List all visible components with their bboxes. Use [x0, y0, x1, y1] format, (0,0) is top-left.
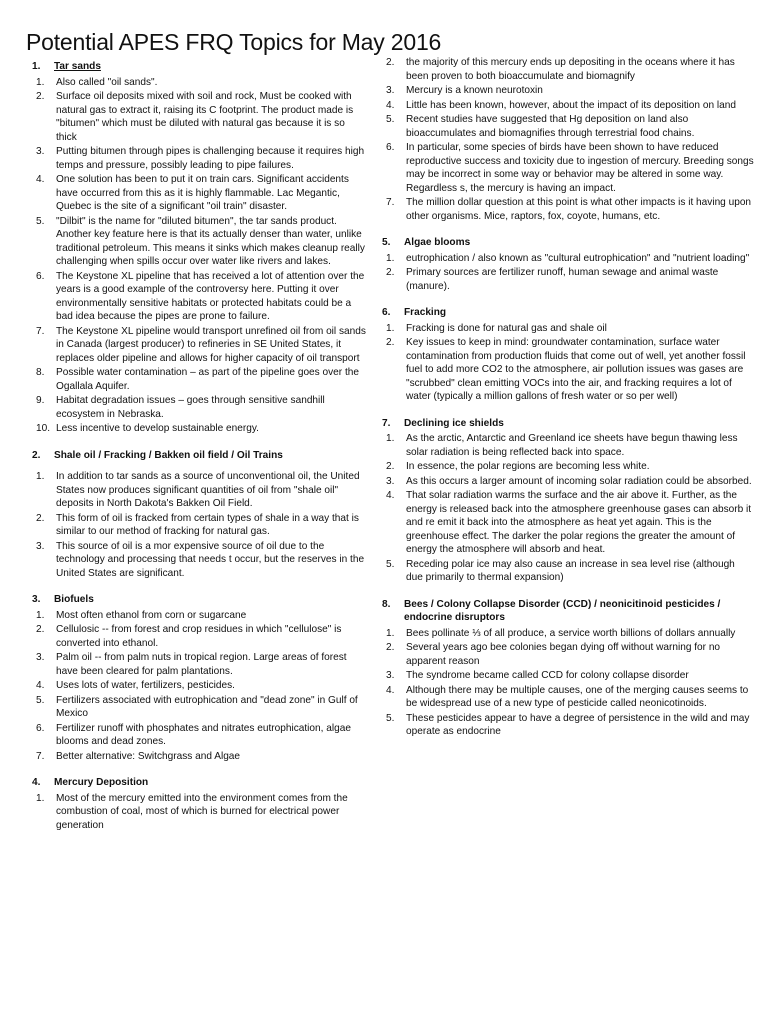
item-text: Bees pollinate ⅓ of all produce, a service worth billions of dollars annually	[406, 627, 736, 639]
list-item	[382, 684, 754, 711]
item-text: Several years ago bee colonies began dying off without warning for no apparent reason	[406, 642, 721, 667]
item-text: The Keystone XL pipeline would transport unrefined oil from oil sands in Canada (largest producer) to refineries in SE United States, it replaces older pipeline and allows for higher capacity of oil transport	[56, 325, 366, 364]
list-item	[382, 641, 754, 668]
item-text: These pesticides appear to have a degree of persistence in the wild and may operate as endocrine	[406, 712, 750, 737]
item-number: 2.	[386, 267, 395, 278]
item-number: 3.	[386, 475, 395, 487]
list-item	[382, 322, 754, 336]
item-number: 2.	[36, 624, 45, 635]
item-list	[382, 432, 754, 585]
list-item	[32, 394, 368, 421]
item-list	[382, 627, 754, 739]
section-number: 4.	[32, 777, 41, 788]
list-item	[32, 623, 368, 650]
list-item	[382, 56, 754, 83]
item-number: 1.	[386, 322, 395, 334]
item-number: 3.	[386, 670, 395, 681]
list-item	[382, 252, 754, 266]
list-item	[32, 540, 368, 581]
section-declining-ice-shields	[382, 417, 754, 585]
item-number: 5.	[386, 558, 395, 570]
item-text: In addition to tar sands as a source of unconventional oil, the United States now produces significant quantities of oil from "shale oil" deposits in North Dakota's Bakken Oil Field.	[56, 471, 360, 509]
item-text: One solution has been to put it on train cars. Significant accidents have occurred from this as it is highly flammable. Lac Megantic, Quebec is the site of a significant "oil train" disaster.	[56, 174, 349, 212]
list-item	[32, 750, 368, 764]
item-text: Little has been known, however, about the impact of its deposition on land	[406, 99, 736, 111]
section-heading	[32, 593, 368, 607]
section-heading	[32, 776, 368, 790]
item-number: 7.	[36, 325, 45, 337]
list-item	[32, 90, 368, 144]
item-list	[32, 792, 368, 833]
list-item	[382, 460, 754, 474]
item-text: In essence, the polar regions are becoming less white.	[406, 461, 650, 472]
item-number: 1.	[386, 627, 395, 639]
item-text: Surface oil deposits mixed with soil and rock, Must be cooked with natural gas to extract it, raising its C footprint. The product made is "bitumen" which must be diluted with natural gas because it is so thick	[56, 91, 354, 143]
section-number: 8.	[382, 598, 391, 610]
item-number: 10.	[36, 423, 51, 434]
item-text: The syndrome became called CCD for colony collapse disorder	[406, 670, 689, 681]
item-list	[32, 470, 368, 580]
section-number: 2.	[32, 449, 41, 461]
item-text: Most of the mercury emitted into the environment comes from the combustion of coal, most of which is burned for electrical power generation	[56, 792, 348, 831]
item-number: 1.	[36, 609, 45, 621]
item-number: 4.	[386, 684, 395, 696]
item-number: 7.	[36, 750, 45, 762]
item-text: Mercury is a known neurotoxin	[406, 85, 543, 96]
list-item	[382, 558, 754, 585]
list-item	[382, 712, 754, 739]
item-number: 9.	[36, 395, 45, 406]
item-text: Recent studies have suggested that Hg deposition on land also bioaccumulates and biomagnifies through terrestrial food chains.	[406, 114, 695, 139]
item-number: 1.	[36, 471, 45, 482]
item-text: Better alternative: Switchgrass and Algae	[56, 750, 241, 762]
item-number: 8.	[36, 367, 45, 378]
list-item	[32, 694, 368, 721]
section-heading	[382, 598, 754, 625]
section-title: Shale oil / Fracking / Bakken oil field / Oil Trains	[54, 449, 283, 461]
item-text: As the arctic, Antarctic and Greenland ice sheets have begun thawing less solar radiation is being reflected back into space.	[406, 433, 738, 458]
section-title: Declining ice shields	[404, 417, 504, 429]
section-shale-oil	[32, 449, 368, 581]
section-number: 1.	[32, 61, 41, 72]
section-bees-ccd	[382, 598, 754, 739]
item-number: 2.	[386, 337, 395, 348]
item-number: 2.	[36, 91, 45, 102]
item-number: 6.	[36, 270, 45, 282]
left-column	[32, 60, 368, 833]
list-item	[32, 173, 368, 214]
section-tar-sands	[32, 60, 368, 436]
item-text: Cellulosic -- from forest and crop residues in which "cellulose" is converted into ethanol.	[56, 624, 342, 649]
item-text: eutrophication / also known as "cultural eutrophication" and "nutrient loading"	[406, 252, 750, 264]
section-algae-blooms	[382, 236, 754, 293]
list-item	[382, 669, 754, 683]
item-number: 4.	[386, 490, 395, 501]
item-number: 5.	[386, 114, 395, 125]
item-text: Less incentive to develop sustainable energy.	[56, 423, 259, 434]
item-number: 7.	[386, 197, 395, 208]
item-number: 3.	[386, 85, 395, 96]
section-heading	[32, 449, 368, 463]
item-number: 1.	[36, 76, 45, 88]
list-item	[382, 432, 754, 459]
section-title: Tar sands	[54, 61, 101, 72]
item-number: 4.	[36, 174, 45, 185]
item-text: "Dilbit" is the name for "diluted bitumen", the tar sands product. Another key feature here is that its actually denser than water, unlike traditional petroleum. This means it sinks which makes cleanup really challenging when spills occur over water like rivers and lakes.	[56, 215, 365, 267]
section-fracking	[382, 306, 754, 404]
item-text: This source of oil is a mor expensive source of oil due to the technology and processing that needs t occur, but the reserves in the United States are significant.	[56, 540, 365, 579]
section-mercury-continued	[382, 56, 754, 223]
list-item	[32, 722, 368, 749]
right-column	[382, 56, 754, 740]
item-number: 5.	[36, 694, 45, 706]
item-text: the majority of this mercury ends up depositing in the oceans where it has been proven to both bioaccumulate and biomagnify	[406, 57, 735, 82]
list-item	[32, 270, 368, 324]
list-item	[382, 99, 754, 113]
item-text: Also called "oil sands".	[56, 76, 158, 88]
item-list	[32, 76, 368, 436]
item-number: 2.	[386, 642, 395, 653]
section-number: 3.	[32, 594, 41, 605]
section-title: Mercury Deposition	[54, 777, 149, 788]
item-text: Putting bitumen through pipes is challenging because it requires high temps and pressure, possibly leading to pipe failures.	[56, 146, 365, 171]
item-text: Key issues to keep in mind: groundwater contamination, surface water contamination from production fluids that come out of well, yet another fossil fuel to add more CO2 to the atmosphere, air pollution issues was gases are "scrubbed" clean emitting VOCs into the air, and fracking requires a lot of water (typically a million gallons of fresh water or so per well)	[406, 337, 746, 402]
list-item	[382, 475, 754, 489]
item-text: The million dollar question at this point is what other impacts is it having upon other organisms. Mice, raptors, fox, coyote, humans, etc.	[406, 197, 752, 222]
item-text: Habitat degradation issues – goes through sensitive sandhill ecosystem in Nebraska.	[56, 395, 325, 420]
list-item	[32, 609, 368, 623]
item-number: 5.	[386, 712, 395, 724]
item-text: Fertilizer runoff with phosphates and nitrates eutrophication, algae blooms and dead zones.	[56, 722, 351, 747]
item-text: Primary sources are fertilizer runoff, human sewage and animal waste (manure).	[406, 267, 719, 292]
item-text: In particular, some species of birds have been shown to have reduced reproductive success and toxicity due to ingestion of mercury. Breeding songs may be incorrect in some way or behavior may be altered in some way. Regardless s, the mercury is having an impact.	[406, 142, 754, 194]
list-item	[32, 470, 368, 511]
section-number: 5.	[382, 237, 391, 248]
item-text: Most often ethanol from corn or sugarcane	[56, 609, 247, 621]
section-title: Bees / Colony Collapse Disorder (CCD) / neonicitinoid pesticides / endocrine disruptors	[404, 598, 721, 623]
item-list	[382, 252, 754, 294]
item-number: 4.	[386, 99, 395, 111]
item-number: 3.	[36, 652, 45, 663]
item-number: 6.	[36, 722, 45, 734]
section-heading	[32, 60, 368, 74]
list-item	[32, 215, 368, 269]
list-item	[32, 325, 368, 366]
item-text: Receding polar ice may also cause an increase in sea level rise (although due primarily to thermal expansion)	[406, 558, 735, 583]
list-item	[32, 145, 368, 172]
list-item	[382, 336, 754, 404]
section-heading	[382, 236, 754, 250]
section-number: 7.	[382, 417, 391, 429]
list-item	[382, 489, 754, 557]
item-number: 4.	[36, 680, 45, 691]
list-item	[32, 76, 368, 90]
item-number: 2.	[386, 461, 395, 472]
item-text: Fertilizers associated with eutrophication and "dead zone" in Gulf of Mexico	[56, 694, 358, 719]
section-heading	[382, 306, 754, 320]
list-item	[32, 679, 368, 693]
item-list	[32, 609, 368, 764]
list-item	[382, 84, 754, 98]
item-number: 1.	[386, 433, 395, 444]
list-item	[32, 422, 368, 436]
section-title: Algae blooms	[404, 237, 471, 248]
item-number: 6.	[386, 142, 395, 153]
list-item	[32, 792, 368, 833]
list-item	[382, 627, 754, 641]
item-number: 1.	[36, 792, 45, 804]
list-item	[382, 196, 754, 223]
item-number: 2.	[36, 512, 45, 524]
section-biofuels	[32, 593, 368, 763]
item-number: 2.	[386, 57, 395, 68]
item-number: 3.	[36, 146, 45, 157]
item-text: Possible water contamination – as part of the pipeline goes over the Ogallala Aquifer.	[56, 367, 359, 392]
item-text: Uses lots of water, fertilizers, pesticides.	[56, 680, 235, 691]
item-number: 3.	[36, 540, 45, 552]
item-text: The Keystone XL pipeline that has received a lot of attention over the years is a good example of the controversy here. Putting it over environmentally sensitive habitats or protected habitats could be a bad idea because the pipes are prone to failure.	[56, 270, 365, 322]
section-title: Biofuels	[54, 594, 94, 605]
list-item	[32, 512, 368, 539]
section-heading	[382, 417, 754, 431]
section-number: 6.	[382, 307, 391, 318]
item-text: Fracking is done for natural gas and shale oil	[406, 322, 607, 334]
page-title: Potential APES FRQ Topics for May 2016	[26, 29, 442, 55]
section-title: Fracking	[404, 307, 447, 318]
item-text: Palm oil -- from palm nuts in tropical region. Large areas of forest have been cleared for palm plantations.	[56, 652, 347, 677]
list-item	[32, 651, 368, 678]
list-item	[382, 113, 754, 140]
section-mercury-deposition	[32, 776, 368, 832]
item-text: Although there may be multiple causes, one of the merging causes seems to be widespread use of a new type of pesticide called neonicotinoids.	[406, 684, 749, 709]
item-number: 5.	[36, 215, 45, 227]
item-number: 1.	[386, 252, 395, 264]
item-list	[382, 322, 754, 404]
list-item	[382, 141, 754, 195]
item-text: As this occurs a larger amount of incoming solar radiation could be absorbed.	[406, 475, 752, 487]
list-item	[32, 366, 368, 393]
list-item	[382, 266, 754, 293]
item-text: That solar radiation warms the surface and the air above it. Further, as the energy is released back into the atmosphere greenhouse gases can absorb it and re emit it back into the atmosphere as heat yet again. This is the greenhouse effect. The darker the polar regions the greater the amount of energy the atmosphere will absorb and heat.	[406, 490, 752, 555]
item-list	[382, 56, 754, 223]
item-text: This form of oil is fracked from certain types of shale in a way that is similar to our method of fracking for natural gas.	[56, 512, 359, 537]
